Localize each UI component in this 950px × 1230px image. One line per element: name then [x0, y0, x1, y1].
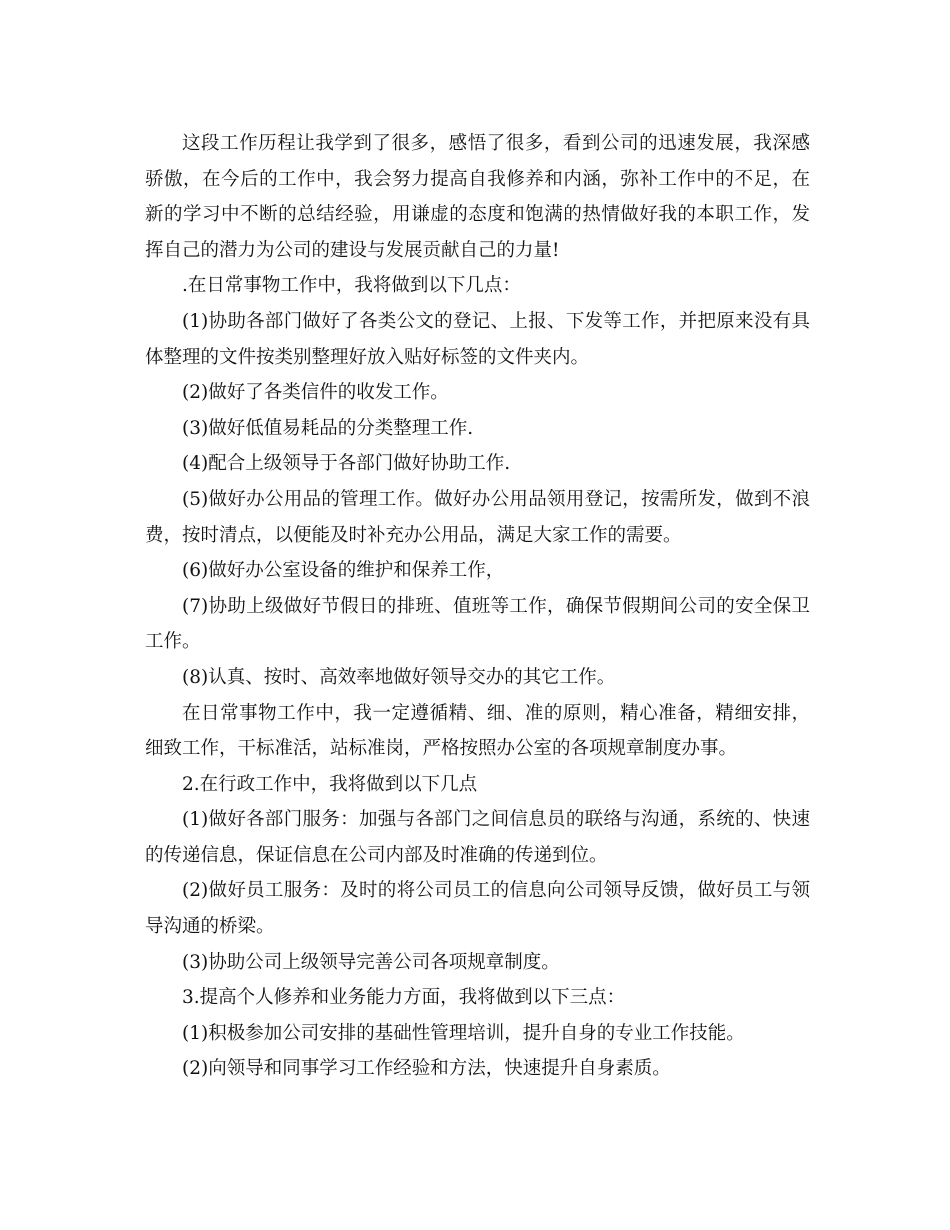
section-heading-admin-work: 2.在行政工作中，我将做到以下几点	[182, 773, 478, 795]
list-item: (5)做好办公用品的管理工作。做好办公用品领用登记，按需所发，做到不浪费，按时清点，以便能及时补充办公用品，满足大家工作的需要。	[145, 488, 810, 546]
list-item: (2)做好员工服务：及时的将公司员工的信息向公司领导反馈，做好员工与领导沟通的桥梁。	[145, 880, 810, 938]
list-item: (3)做好低值易耗品的分类整理工作.	[182, 417, 474, 439]
list-item: (1)协助各部门做好了各类公文的登记、上报、下发等工作，并把原来没有具体整理的文件按类别整理好放入贴好标签的文件夹内。	[145, 310, 810, 368]
list-item: (8)认真、按时、高效率地做好领导交办的其它工作。	[182, 666, 616, 688]
list-item: (7)协助上级做好节假日的排班、值班等工作，确保节假期间公司的安全保卫工作。	[145, 595, 810, 653]
paragraph-daily-summary: 在日常事物工作中，我一定遵循精、细、准的原则，精心准备，精细安排，细致工作，干标准活，站标准岗，严格按照办公室的各项规章制度办事。	[145, 702, 810, 760]
list-item: (6)做好办公室设备的维护和保养工作，	[182, 560, 505, 582]
section-heading-daily-work: .在日常事物工作中，我将做到以下几点：	[182, 275, 521, 297]
list-item: (1)做好各部门服务：加强与各部门之间信息员的联络与沟通，系统的、快速的传递信息，保证信息在公司内部及时准确的传递到位。	[145, 809, 810, 866]
list-item: (2)向领导和同事学习工作经验和方法，快速提升自身素质。	[182, 1058, 671, 1080]
paragraph-intro: 这段工作历程让我学到了很多，感悟了很多，看到公司的迅速发展，我深感骄傲，在今后的工作中，我会努力提高自我修养和内涵，弥补工作中的不足，在新的学习中不断的总结经验，用谦虚的态度和饱满的热情做好我的本职工作，发挥自己的潜力为公司的建设与发展贡献自己的力量!	[145, 133, 810, 261]
document-body	[145, 126, 810, 1087]
list-item: (4)配合上级领导于各部门做好协助工作.	[182, 453, 511, 475]
list-item: (1)积极参加公司安排的基础性管理培训，提升自身的专业工作技能。	[182, 1022, 745, 1044]
list-item: (2)做好了各类信件的收发工作。	[182, 382, 449, 404]
list-item: (3)协助公司上级领导完善公司各项规章制度。	[182, 951, 560, 973]
section-heading-self-improvement: 3.提高个人修养和业务能力方面，我将做到以下三点：	[182, 987, 626, 1009]
